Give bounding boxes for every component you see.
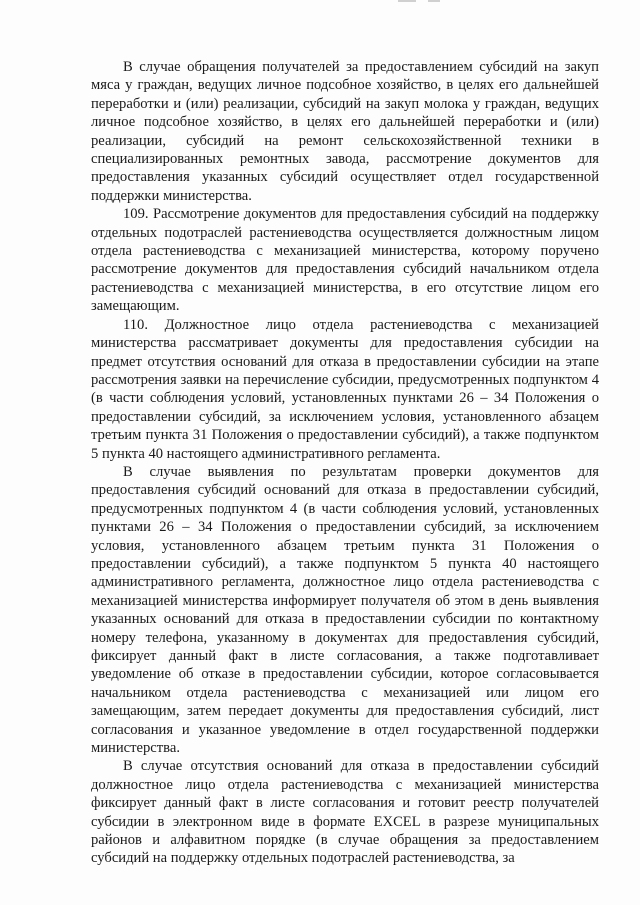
paragraph: В случае выявления по результатам проверки документов для предоставления субсидий оснований для отказа в предоставлении субсидий, предусмотренных подпунктом 4 (в части соблюдения условий, установленных пунктами 26 – 34 Положения о предоставлении субсидий, за исключением условия, установленного абзацем третьим пункта 31 Положения о предоставлении субсидий), а также подпунктом 5 пункта 40 настоящего административного регламента, должностное лицо отдела растениеводства с механизацией министерства информирует получателя об этом в день выявления указанных оснований для отказа в предоставлении субсидии по контактному номеру телефона, указанному в документах для предоставления субсидий, фиксирует данный факт в листе согласования, а также подготавливает уведомление об отказе в предоставлении субсидии, которое согласовывается начальником отдела растениеводства с механизацией или лицом его замещающим, затем передает документы для предоставления субсидий, лист согласования и указанное уведомление в отдел государственной поддержки министерства.	[91, 463, 599, 757]
paragraph: В случае отсутствия оснований для отказа в предоставлении субсидий должностное лицо отдела растениеводства с механизацией министерства фиксирует данный факт в листе согласования и готовит реестр получателей субсидии в электронном виде в формате EXCEL в разрезе муниципальных районов и алфавитном порядке (в случае обращения за предоставлением субсидий на поддержку отдельных подотраслей растениеводства, за	[91, 758, 599, 867]
scan-artifact	[398, 0, 416, 2]
scan-artifact	[428, 0, 440, 2]
document-body	[91, 58, 599, 868]
paragraph-110: 110. Должностное лицо отдела растениеводства с механизацией министерства рассматривает документы для предоставления субсидии на предмет отсутствия оснований для отказа в предоставлении субсидии на этапе рассмотрения заявки на перечисление субсидии, предусмотренных подпунктом 4 (в части соблюдения условий, установленных пунктами 26 – 34 Положения о предоставлении субсидий, за исключением условия, установленного абзацем третьим пункта 31 Положения о предоставлении субсидий), а также подпунктом 5 пункта 40 настоящего административного регламента.	[91, 316, 599, 462]
paragraph-109: 109. Рассмотрение документов для предоставления субсидий на поддержку отдельных подотраслей растениеводства осуществляется должностным лицом отдела растениеводства с механизацией министерства, которому поручено рассмотрение документов для предоставления субсидий начальником отдела растениеводства с механизацией министерства, в его отсутствие лицом его замещающим.	[91, 206, 599, 315]
paragraph: В случае обращения получателей за предоставлением субсидий на закуп мяса у граждан, ведущих личное подсобное хозяйство, в целях его дальнейшей переработки и (или) реализации, субсидий на закуп молока у граждан, ведущих личное подсобное хозяйство, в целях его дальнейшей переработки и (или) реализации, субсидий на ремонт сельскохозяйственной техники в специализированных ремонтных завода, рассмотрение документов для предоставления указанных субсидий осуществляет отдел государственной поддержки министерства.	[91, 59, 599, 204]
